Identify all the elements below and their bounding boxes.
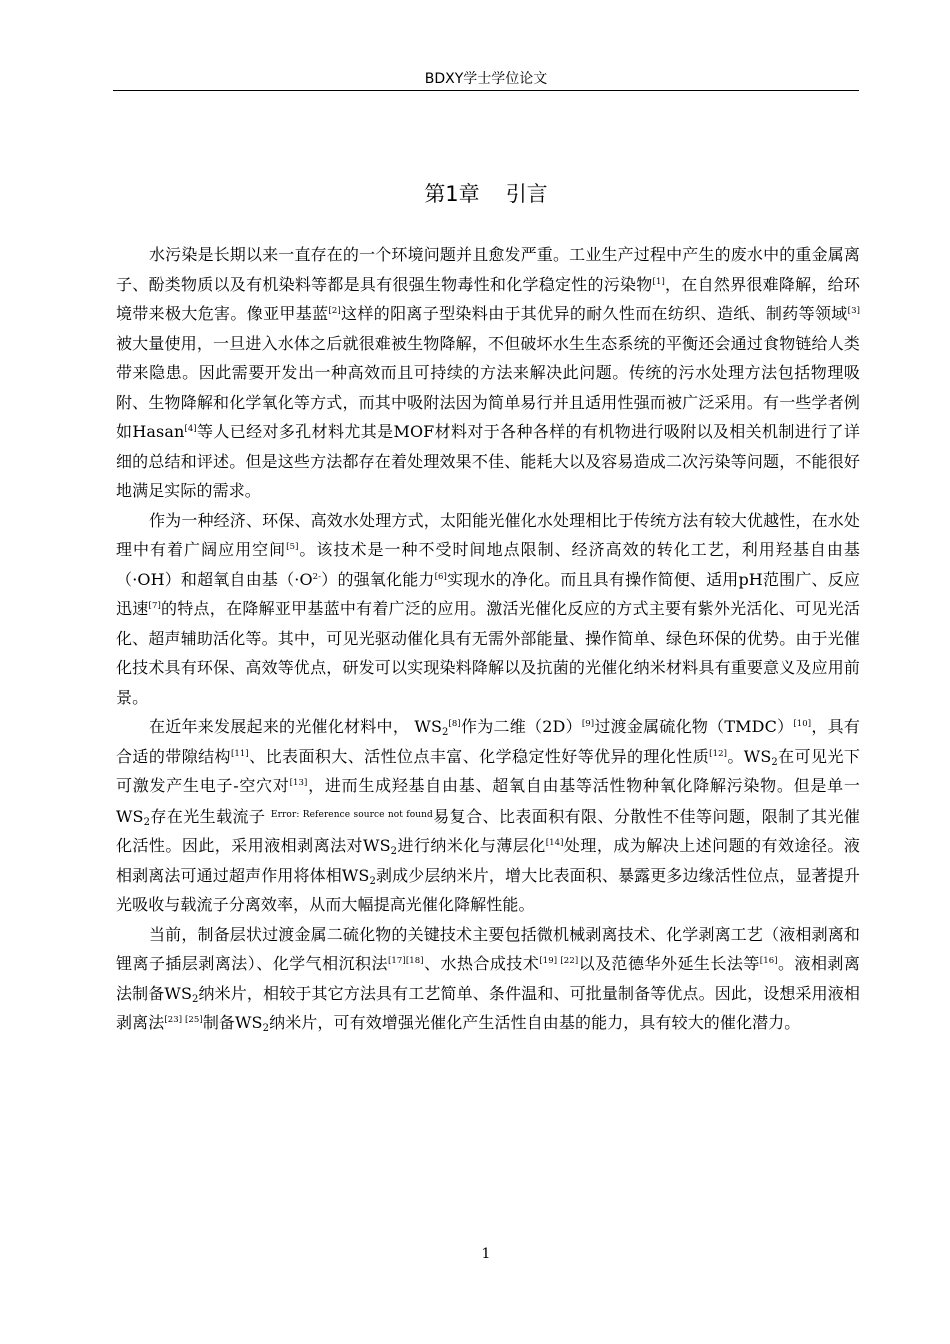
text-run: 。WS [727, 746, 772, 766]
text-run: 的特点，在降解亚甲基蓝中有着广泛的应用。激活光催化反应的方式主要有紫外光活化、可见光活化、超声辅助活化等。其中，可见光驱动催化具有无需外部能量、操作简单、绿色环保的优势。由于光催化技术具有环保、高效等优点，研发可以实现染料降解以及抗菌的光催化纳米材料具有重要意义及应用前景。 [116, 599, 860, 707]
citation-marker: [10] [793, 719, 812, 729]
citation-marker: [8] [448, 719, 461, 729]
citation-marker: [23] [25] [164, 1015, 203, 1025]
citation-marker: [3] [847, 306, 860, 316]
citation-marker: [2] [328, 306, 341, 316]
paragraph [116, 712, 860, 920]
header-rule [113, 90, 859, 91]
text-run: 、比表面积大、活性位点丰富、化学稳定性好等优异的理化性质 [248, 746, 710, 766]
text-run: 等人已经对多孔材料尤其是MOF材料对于各种各样的有机物进行吸附以及相关机制进行了详细的总结和评述。但是这些方法都存在着处理效果不佳、能耗大以及容易造成二次污染等问题，不能很好地满足实际的需求。 [116, 422, 860, 500]
subscript: 2 [771, 756, 778, 768]
citation-marker: [1] [652, 276, 665, 287]
subscript: 2 [369, 875, 376, 887]
subscript: 2 [192, 993, 199, 1005]
paragraph [116, 240, 860, 506]
text-run: ，在自然界很难降解，给环境带来极大危害。像亚甲基蓝 [116, 274, 860, 323]
chapter-heading: 引言 [505, 182, 548, 206]
paragraph [116, 506, 860, 713]
broken-reference-text: Error: Reference source not found [270, 809, 433, 820]
text-run: 作为二维（2D） [460, 717, 582, 736]
chapter-title [113, 178, 859, 208]
subscript: 2 [442, 727, 449, 738]
text-run: 水污染是长期以来一直存在的一个环境问题并且愈发严重。工业生产过程中产生的废水中的重金属离子、酚类物质以及有机染料等都是具有很强生物毒性和化学稳定性的污染物 [116, 245, 860, 294]
text-run: 易复合、比表面积有限、分散性不佳等问题，限制了其光催化活性。因此，采用液相剥离法对WS [116, 806, 860, 855]
citation-marker: [16] [759, 956, 778, 966]
citation-marker: [9] [581, 719, 595, 729]
subscript: 2 [390, 846, 398, 857]
text-run: 在可见光下可激发产生电子-空穴对 [116, 746, 860, 795]
citation-marker: [13] [289, 778, 308, 788]
text-run: 。该技术是一种不受时间地点限制、经济高效的转化工艺，利用羟基自由基（·OH）和超氧自由基（·O [116, 540, 860, 589]
citation-marker: 2- [312, 571, 322, 582]
text-run: ，具有合适的带隙结构 [116, 717, 860, 766]
text-run: 实现水的净化。而且具有操作简便、适用pH范围广、反应迅速 [116, 569, 861, 618]
text-run: 以及范德华外延生长法等 [578, 954, 760, 973]
text-run: 纳米片，可有效增强光催化产生活性自由基的能力，具有较大的催化潜力。 [269, 1013, 801, 1032]
citation-marker: [6] [434, 571, 447, 582]
text-run: 存在光生载流子 [150, 806, 271, 826]
paragraph [116, 920, 860, 1038]
running-header: BDXY学士学位论文 [424, 71, 548, 87]
text-run: 、水热合成技术 [423, 954, 540, 973]
text-run: 过渡金属硫化物（TMDC） [594, 717, 794, 736]
citation-marker: [4] [184, 424, 197, 434]
text-run: 。液相剥离法制备WS [116, 954, 861, 1003]
text-run: 进行纳米化与薄层化 [397, 836, 546, 855]
text-run: 作为一种经济、环保、高效水处理方式，太阳能光催化水处理相比于传统方法有较大优越性，在水处理中有着广阔应用空间 [116, 510, 860, 559]
text-run: ，进而生成羟基自由基、超氧自由基等活性物种氧化降解污染物。但是单一WS [116, 776, 860, 826]
chapter-number: 第1章 [424, 182, 480, 206]
text-run: ）的强氧化能力 [321, 569, 435, 589]
text-run: 这样的阳离子型染料由于其优异的耐久性而在纺织、造纸、制药等领域 [340, 304, 848, 323]
text-run: 制备WS [202, 1013, 263, 1032]
text-run: 处理，成为解决上述问题的有效途径。液相剥离法可通过超声作用将体相WS [116, 836, 860, 885]
citation-marker: [14] [545, 838, 564, 848]
text-run: 纳米片，相较于其它方法具有工艺简单、条件温和、可批量制备等优点。因此，设想采用液相剥离法 [116, 983, 860, 1032]
text-run: 被大量使用，一旦进入水体之后就很难被生物降解，不但破坏水生生态系统的平衡还会通过食物链给人类带来隐患。因此需要开发出一种高效而且可持续的方法来解决此问题。传统的污水处理方法包括物理吸附、生物降解和化学氧化等方式，而其中吸附法因为简单易行并且适用性强而被广泛采用。有一些学者例如Hasan [116, 333, 860, 441]
subscript: 2 [262, 1023, 270, 1034]
citation-marker: [17][18] [388, 956, 424, 966]
subscript: 2 [143, 816, 151, 828]
citation-marker: [11] [231, 748, 249, 759]
page-number: 1 [481, 1246, 491, 1262]
citation-marker: [5] [286, 542, 299, 552]
body-text [116, 240, 860, 1038]
citation-marker: [12] [709, 748, 728, 759]
citation-marker: [19] [22] [539, 956, 579, 966]
text-run: 在近年来发展起来的光催化材料中， WS [149, 717, 443, 736]
text-run: 当前，制备层状过渡金属二硫化物的关键技术主要包括微机械剥离技术、化学剥离工艺（液相剥离和锂离子插层剥离法）、化学气相沉积法 [116, 924, 860, 973]
text-run: 剥成少层纳米片，增大比表面积、暴露更多边缘活性位点，显著提升光吸收与载流子分离效率，从而大幅提高光催化降解性能。 [116, 865, 860, 914]
citation-marker: [7] [148, 601, 161, 611]
